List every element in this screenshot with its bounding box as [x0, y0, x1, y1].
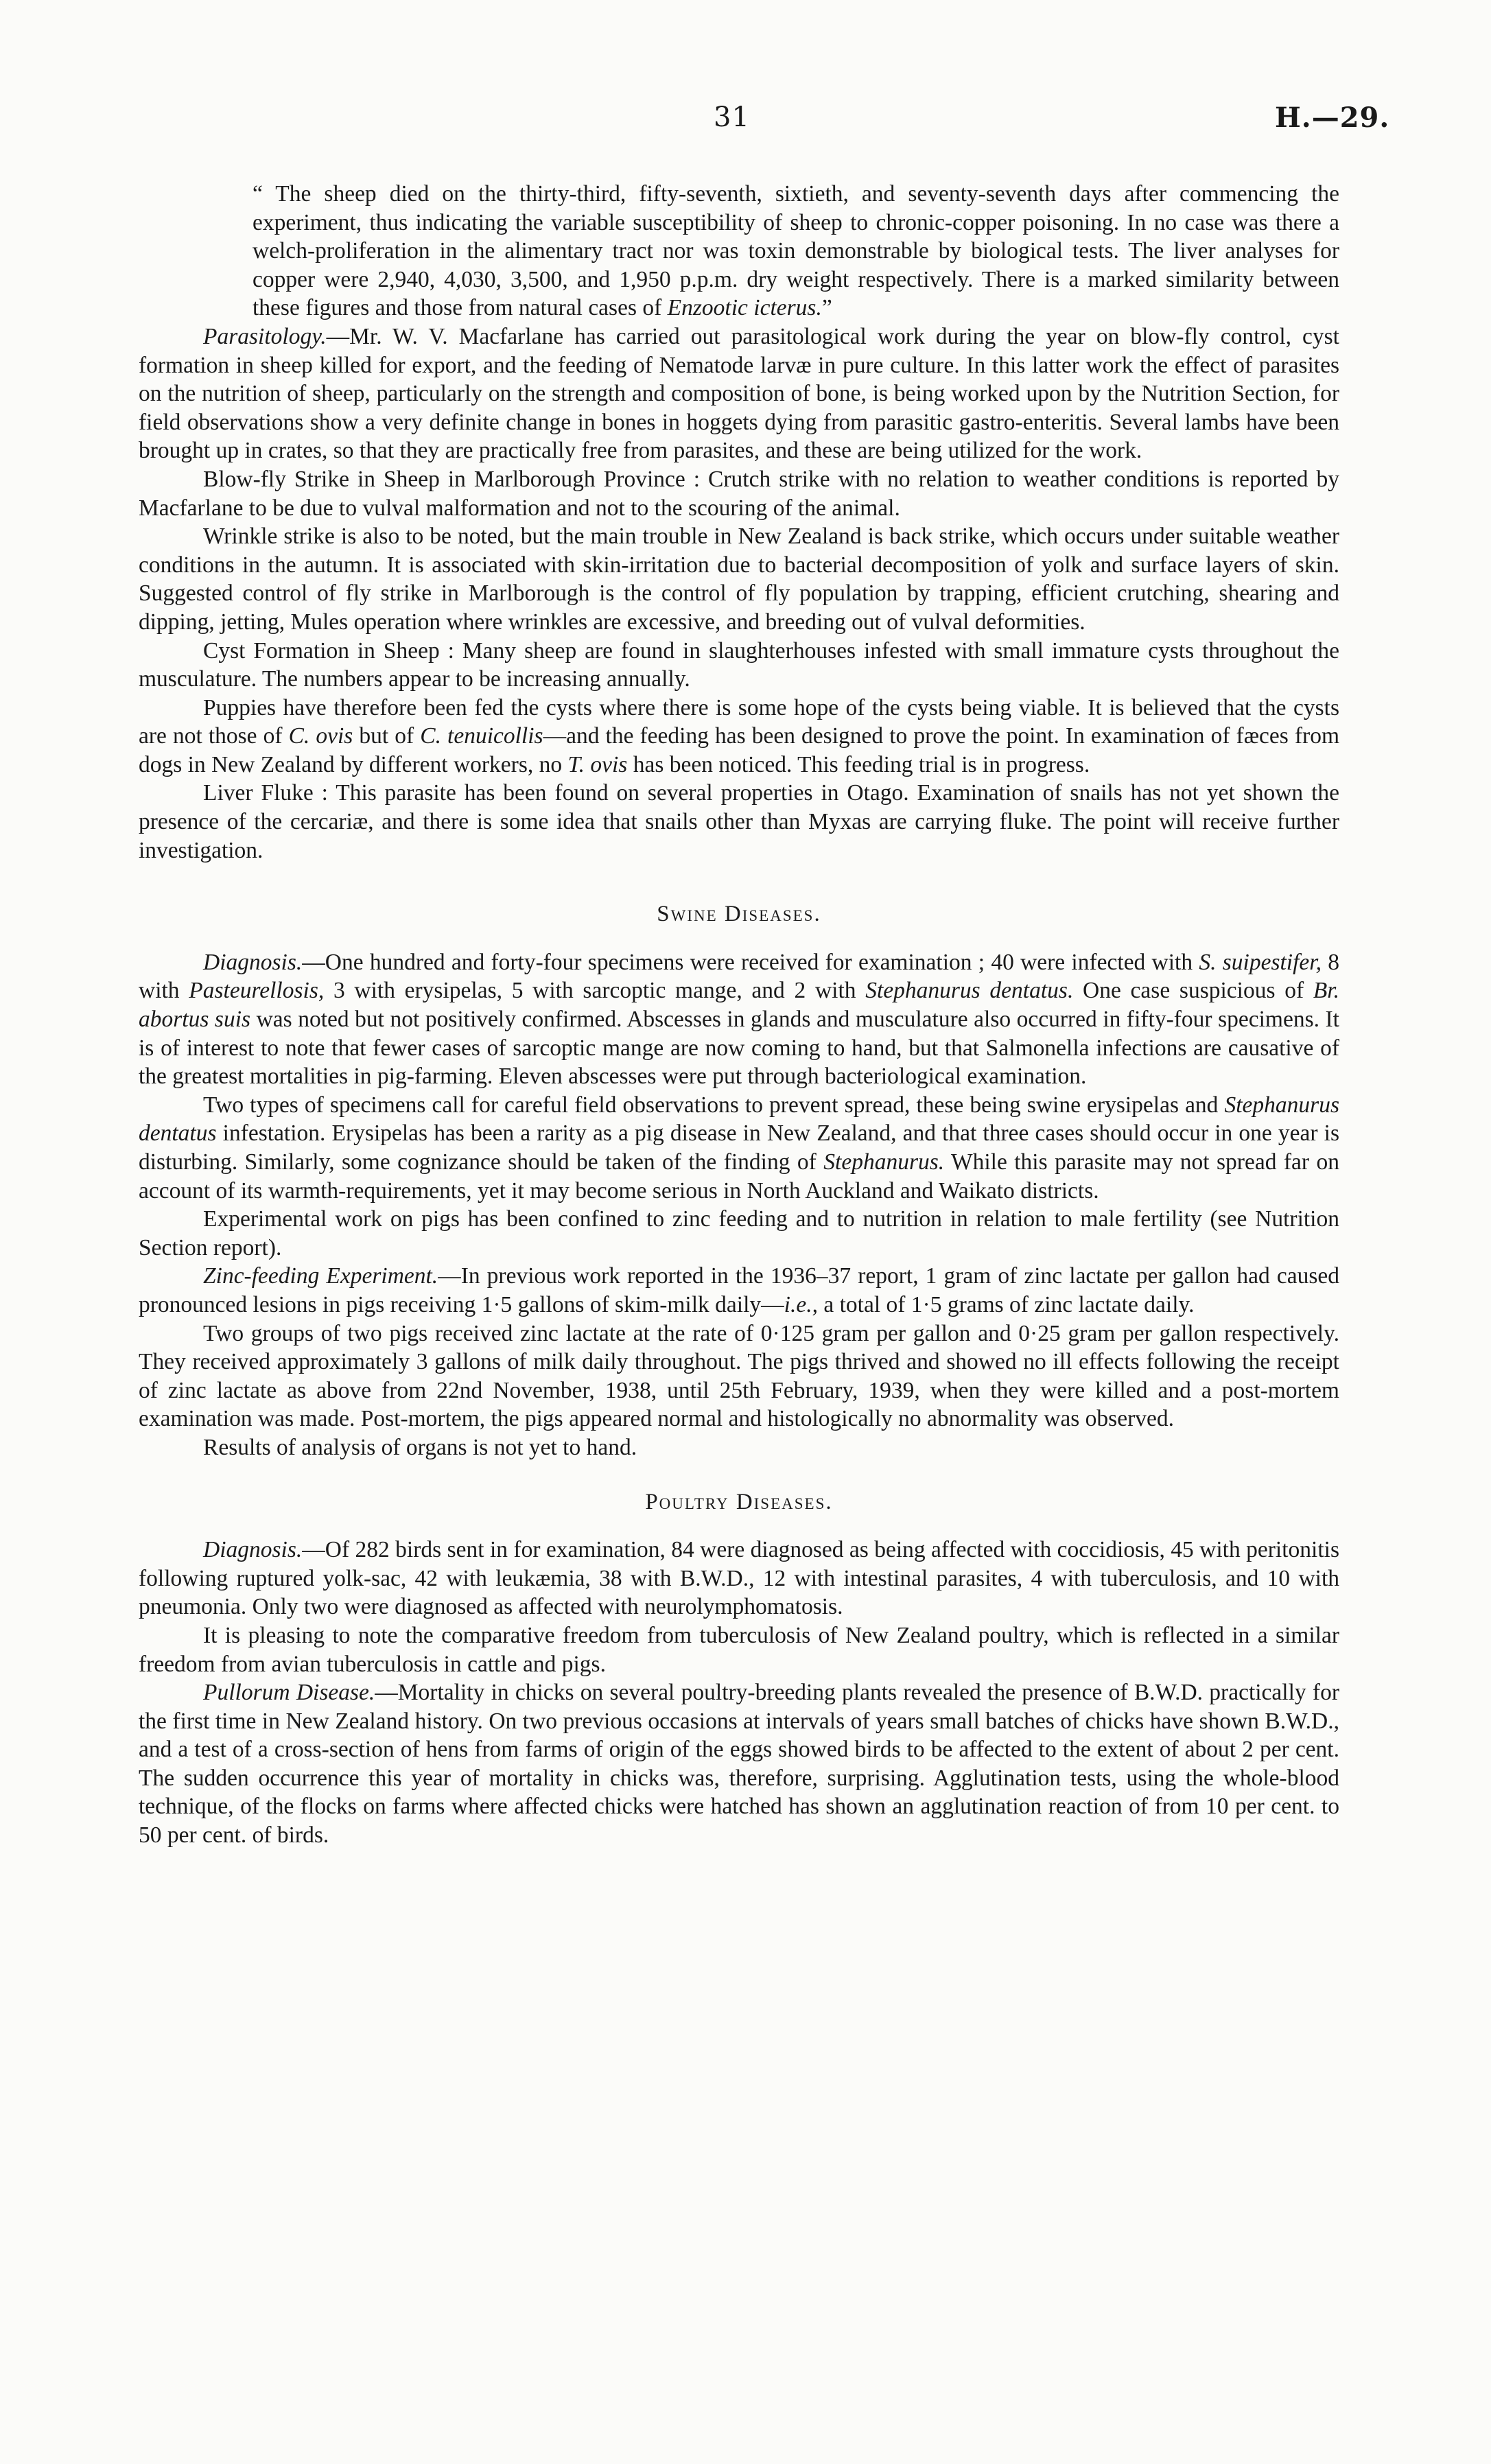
swine-diagnosis-lead: Diagnosis.: [203, 949, 303, 975]
swine-diag-text-c: 3 with erysipelas, 5 with sarcoptic mange, and 2 with: [324, 978, 866, 1004]
species-stephanurus-dentatus-2: Stephanurus dentatus: [139, 1092, 1339, 1147]
zinc-text-a: —In previous work reported in the 1936–37 report, 1 gram of zinc lactate per gallon had caused pronounced lesions in pigs receiving 1·5 gallons of skim-milk daily—: [139, 1263, 1339, 1317]
zinc-ie: i.e.,: [784, 1291, 818, 1317]
pullorum-text: —Mortality in chicks on several poultry-breeding plants revealed the presence of B.W.D. practically for the first time in New Zealand history. On two previous occasions at intervals of years small batches of chicks have shown B.W.D., and a test of a cross-section of hens from farms of origin of the eggs showed birds to be affected to the extent of about 2 per cent. The sudden occurrence this year of mortality in chicks was, therefore, surprising. Agglutination tests, using the whole-blood technique, of the flocks on farms where affected chicks were hatched has shown an agglutination reaction of from 10 per cent. to 50 per cent. of birds.: [139, 1680, 1339, 1849]
swine-diag-text-b: 8 with: [139, 949, 1340, 1004]
swine-results-paragraph: Results of analysis of organs is not yet to hand.: [203, 1434, 637, 1460]
zinc-groups-paragraph: Two groups of two pigs received zinc lactate at the rate of 0·125 gram per gallon and 0·25 gram per gallon respectively. They received approximately 3 gallons of milk daily throughout. The pigs thrived and showed no ill effects following the receipt of zinc lactate as above from 22nd November, 1938, until 25th February, 1939, when they were killed and a post-mortem examination was made. Post-mortem, the pigs appeared normal and histologically no abnormality was observed.: [139, 1320, 1339, 1432]
swine-diseases-heading: Swine Diseases.: [657, 902, 821, 927]
document-reference: H.—29.: [1275, 102, 1390, 134]
poultry-diseases-heading: Poultry Diseases.: [645, 1489, 833, 1514]
poultry-diagnosis-text: —Of 282 birds sent in for examination, 84 were diagnosed as being affected with coccidiosis, 45 with peritonitis following ruptured yolk-sac, 42 with leukæmia, 38 with B.W.D., 12 with intestinal parasites, 4 with tuberculosis, and 10 with pneumonia. Only two were diagnosed as affected with neurolymphomatosis.: [139, 1537, 1339, 1620]
quote-close: ”: [821, 295, 832, 321]
zinc-text-b: a total of 1·5 grams of zinc lactate daily.: [817, 1291, 1195, 1317]
species-c-tenuicollis: C. tenuicollis: [420, 723, 543, 749]
poultry-tuberculosis-paragraph: It is pleasing to note the comparative freedom from tuberculosis of New Zealand poultry, which is reflected in a similar freedom from avian tuberculosis in cattle and pigs.: [139, 1622, 1339, 1677]
parasitology-paragraph: [139, 322, 1339, 465]
page-number: 31: [714, 102, 750, 133]
swine-diag-text-d: One case suspicious of: [1073, 978, 1313, 1004]
page-header: [0, 102, 1491, 143]
poultry-diagnosis-lead: Diagnosis.: [203, 1537, 303, 1563]
species-t-ovis: T. ovis: [567, 751, 628, 777]
parasitology-lead: Parasitology.: [203, 323, 327, 349]
page-body: [139, 180, 1339, 1850]
cyst-formation-paragraph: Cyst Formation in Sheep : Many sheep are found in slaughterhouses infested with small immature cysts throughout the musculature. The numbers appear to be increasing annually.: [139, 637, 1339, 692]
species-c-ovis: C. ovis: [288, 723, 353, 749]
parasitology-text: —Mr. W. V. Macfarlane has carried out parasitological work during the year on blow-fly control, cyst formation in sheep killed for export, and the feeding of Nematode larvæ in pure culture. In this latter work the effect of parasites on the nutrition of sheep, particularly on the strength and composition of bone, is being worked upon by the Nutrition Section, for field observations show a very definite change in bones in hoggets dying from parasitic gastro-enteritis. Several lambs have been brought up in crates, so that they are practically free from parasites, and these are being utilized for the work.: [139, 323, 1339, 464]
liver-fluke-paragraph: Liver Fluke : This parasite has been found on several properties in Otago. Examination of snails has not yet shown the presence of the cercariæ, and there is some idea that snails other than Myxas are carrying fluke. The point will receive further investigation.: [139, 780, 1339, 863]
species-stephanurus-dentatus: Stephanurus dentatus.: [865, 978, 1074, 1004]
species-pasteurellosis: Pasteurellosis,: [189, 978, 325, 1004]
wrinkle-strike-paragraph: Wrinkle strike is also to be noted, but the main trouble in New Zealand is back strike, which occurs under suitable weather conditions in the autumn. It is associated with skin-irritation due to bacterial decomposition of yolk and surface layers of skin. Suggested control of fly strike in Marlborough is the control of fly population by trapping, efficient crutching, shearing and dipping, jetting, Mules operation where wrinkles are excessive, and breeding out of vulval deformities.: [139, 524, 1339, 635]
swine-p2-text-c: While this parasite may not spread far on account of its warmth-requirements, yet it may become serious in North Auckland and Waikato districts.: [139, 1149, 1339, 1204]
puppies-text-b: but of: [353, 723, 421, 749]
swine-diagnosis-paragraph: [139, 948, 1339, 1091]
puppies-text-d: has been noticed. This feeding trial is in progress.: [627, 751, 1090, 777]
quoted-paragraph: [253, 180, 1339, 322]
pullorum-lead: Pullorum Disease.: [203, 1680, 375, 1706]
zinc-feeding-lead: Zinc-feeding Experiment.: [203, 1263, 438, 1289]
pullorum-paragraph: [139, 1678, 1339, 1850]
swine-p2-text-b: infestation. Erysipelas has been a rarity as a pig disease in New Zealand, and that three cases should occur in one year is disturbing. Similarly, some cognizance should be taken of the finding of: [139, 1120, 1339, 1175]
poultry-diagnosis-paragraph: [139, 1536, 1339, 1621]
blowfly-paragraph: Blow-fly Strike in Sheep in Marlborough Province : Crutch strike with no relation to weather conditions is reported by Macfarlane to be due to vulval malformation and not to the scouring of the animal.: [139, 466, 1339, 521]
swine-diag-text-e: was noted but not positively confirmed. Abscesses in glands and musculature also occurred in fifty-four specimens. It is of interest to note that fewer cases of sarcoptic mange are now coming to hand, but that Salmonella infections are causative of the greatest mortalities in pig-farming. Eleven abscesses were put through bacteriological examination.: [139, 1007, 1339, 1090]
swine-field-observations-paragraph: [139, 1091, 1339, 1205]
quote-text: “ The sheep died on the thirty-third, fifty-seventh, sixtieth, and seventy-seventh days after commencing the experiment, thus indicating the variable susceptibility of sheep to chronic-copper poisoning. In no case was there a welch-proliferation in the alimentary tract nor was toxin demonstrable by biological tests. The liver analyses for copper were 2,940, 4,030, 3,500, and 1,950 p.p.m. dry weight respectively. There is a marked similarity between these figures and those from natural cases of: [253, 181, 1339, 321]
species-s-suipestifer: S. suipestifer,: [1199, 949, 1322, 975]
species-stephanurus: Stephanurus.: [823, 1149, 945, 1175]
puppies-text-a: Puppies have therefore been fed the cysts where there is some hope of the cysts being viable. It is believed that the cysts are not those of: [139, 694, 1339, 749]
swine-experimental-paragraph: Experimental work on pigs has been confined to zinc feeding and to nutrition in relation to male fertility (see Nutrition Section report).: [139, 1206, 1339, 1260]
swine-diag-text-a: —One hundred and forty-four specimens were received for examination ; 40 were infected with: [302, 949, 1199, 975]
puppies-paragraph: [139, 694, 1339, 779]
puppies-text-c: —and the feeding has been designed to prove the point. In examination of fæces from dogs in New Zealand by different workers, no: [139, 723, 1339, 777]
zinc-feeding-paragraph: [139, 1262, 1339, 1319]
species-br-abortus-suis: Br. abortus suis: [139, 978, 1339, 1033]
quote-italic-term: Enzootic icterus.: [667, 295, 822, 321]
swine-p2-text-a: Two types of specimens call for careful field observations to prevent spread, these being swine erysipelas and: [203, 1092, 1225, 1118]
